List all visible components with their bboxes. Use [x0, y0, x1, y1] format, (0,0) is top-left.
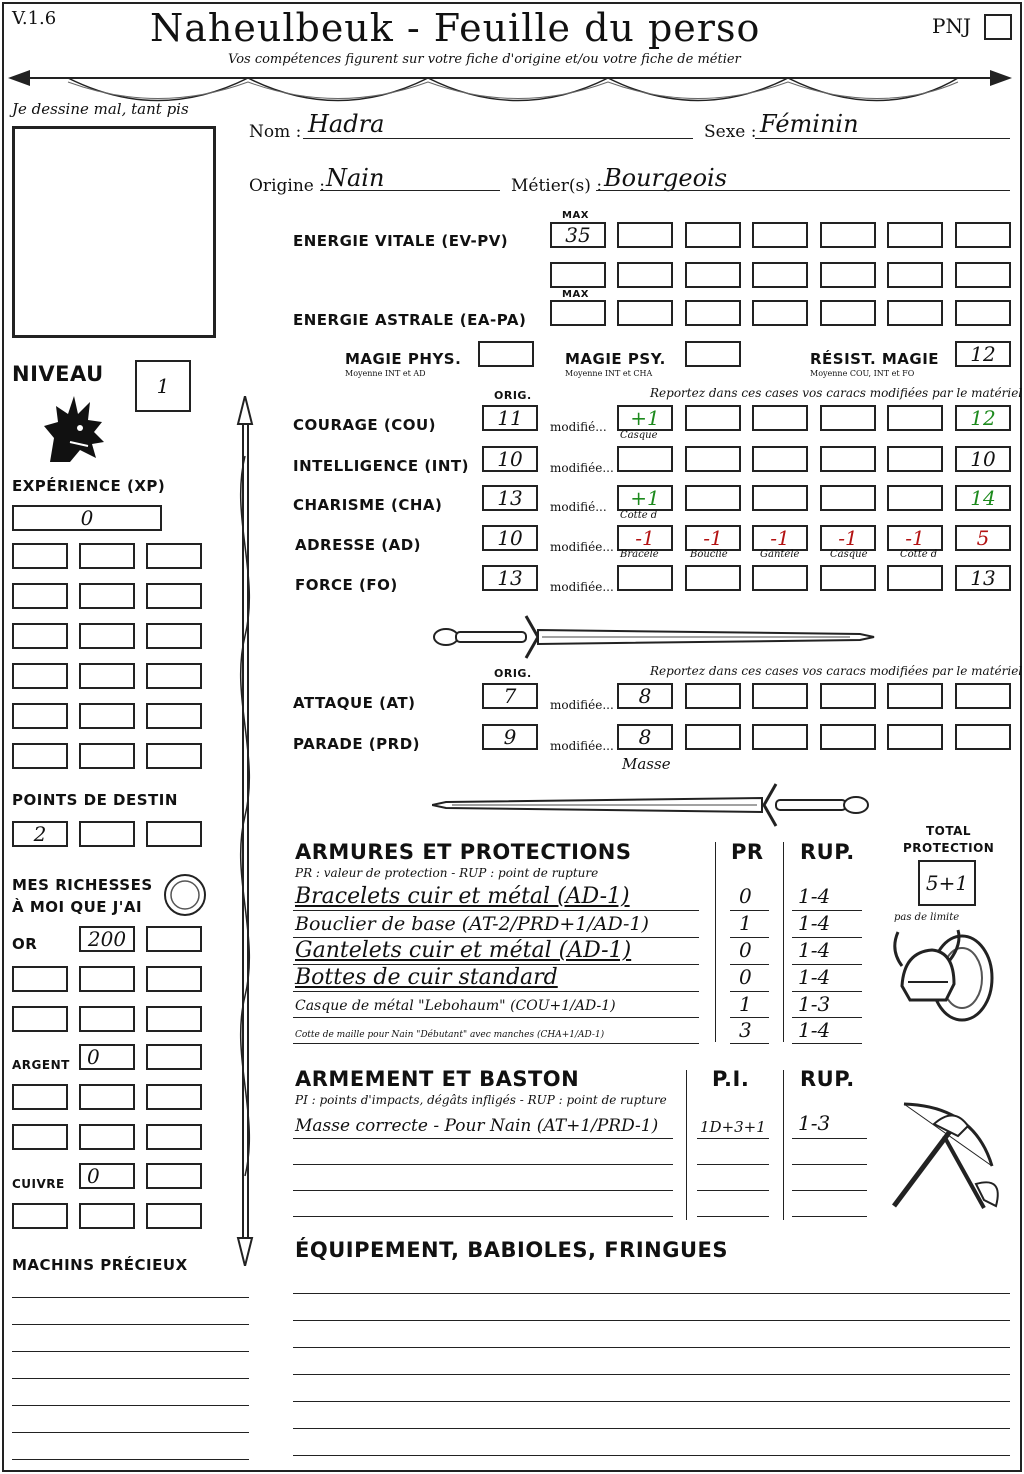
- resist-magie-label: RÉSIST. MAGIE: [810, 350, 940, 368]
- or-label: OR: [12, 935, 38, 953]
- xp-grid-box[interactable]: [146, 583, 202, 609]
- courage-mod-box[interactable]: +1: [617, 405, 673, 431]
- weapons-icon: [884, 1096, 1012, 1220]
- attaque-mod-box[interactable]: [955, 683, 1011, 709]
- courage-mod-box[interactable]: [685, 405, 741, 431]
- ev-box[interactable]: [550, 262, 606, 288]
- cuivre-box[interactable]: [12, 1203, 68, 1229]
- argent-box[interactable]: [146, 1124, 202, 1150]
- argent-box[interactable]: [146, 1044, 202, 1070]
- ev-box[interactable]: [887, 222, 943, 248]
- argent-box[interactable]: [146, 1084, 202, 1110]
- armures-note: PR : valeur de protection - RUP : point de rupture: [295, 866, 599, 880]
- adresse-mod-box[interactable]: -1: [887, 525, 943, 551]
- xp-grid-box[interactable]: [12, 743, 68, 769]
- ev-box[interactable]: [820, 222, 876, 248]
- armure-rup[interactable]: 1-4: [798, 1018, 831, 1042]
- ev-max-label: MAX: [562, 210, 589, 221]
- total-protection-box[interactable]: 5+1: [918, 860, 976, 906]
- helmet-shield-icon: [888, 926, 998, 1026]
- parade-mod-box[interactable]: [685, 724, 741, 750]
- intelligence-mod-box[interactable]: [887, 446, 943, 472]
- adresse-mod-note: Cotte d: [900, 549, 938, 560]
- ea-max-box[interactable]: [550, 300, 606, 326]
- intelligence-mod-box[interactable]: [617, 446, 673, 472]
- xp-grid-box[interactable]: [12, 663, 68, 689]
- parade-mod-box[interactable]: [887, 724, 943, 750]
- or-box[interactable]: [12, 1006, 68, 1032]
- armure-name[interactable]: Gantelets cuir et métal (AD-1): [295, 938, 632, 963]
- origine-value[interactable]: Nain: [326, 164, 385, 192]
- metier-label: Métier(s) :: [511, 176, 603, 196]
- attaque-label: ATTAQUE (AT): [293, 694, 416, 712]
- nom-value[interactable]: Hadra: [308, 110, 385, 138]
- ea-box[interactable]: [617, 300, 673, 326]
- pnj-label: PNJ: [932, 14, 971, 38]
- xp-grid-box[interactable]: [79, 623, 135, 649]
- xp-grid-box[interactable]: [79, 543, 135, 569]
- combat-note: Reportez dans ces cases vos caracs modifiées par le matériel: [650, 664, 1023, 678]
- parade-orig-box[interactable]: 9: [482, 724, 538, 750]
- attaque-mod-box[interactable]: [685, 683, 741, 709]
- argent-box[interactable]: [12, 1124, 68, 1150]
- ea-max-label: MAX: [562, 289, 589, 300]
- combat-orig-label: ORIG.: [494, 667, 532, 680]
- armure-pr[interactable]: 0: [739, 938, 752, 962]
- ev-box[interactable]: [685, 262, 741, 288]
- attaque-orig-box[interactable]: 7: [482, 683, 538, 709]
- destin-box[interactable]: [146, 821, 202, 847]
- magie-phys-note: Moyenne INT et AD: [345, 369, 426, 378]
- or-box[interactable]: 200: [79, 926, 135, 952]
- ev-box[interactable]: [685, 222, 741, 248]
- armure-rup[interactable]: 1-4: [798, 938, 831, 962]
- courage-mod-box[interactable]: [752, 405, 808, 431]
- parade-mod-box[interactable]: [752, 724, 808, 750]
- ea-box[interactable]: [820, 300, 876, 326]
- armement-pi-label: P.I.: [712, 1067, 750, 1091]
- courage-mod-note: Casque: [620, 430, 658, 441]
- armure-pr[interactable]: 0: [739, 884, 752, 908]
- cuivre-box[interactable]: [146, 1163, 202, 1189]
- total-label: TOTAL: [926, 824, 972, 838]
- xp-grid-box[interactable]: [12, 623, 68, 649]
- argent-label: ARGENT: [12, 1058, 70, 1072]
- richesses-label: MES RICHESSES: [12, 876, 153, 894]
- parade-mod-box[interactable]: [955, 724, 1011, 750]
- charisme-final-box[interactable]: 14: [955, 485, 1011, 511]
- ea-box[interactable]: [752, 300, 808, 326]
- equipement-title: ÉQUIPEMENT, BABIOLES, FRINGUES: [295, 1238, 728, 1262]
- magie-psy-box[interactable]: [685, 341, 741, 367]
- magie-psy-label: MAGIE PSY.: [565, 350, 666, 368]
- resist-magie-box[interactable]: 12: [955, 341, 1011, 367]
- attaque-mod-box[interactable]: [887, 683, 943, 709]
- destin-label: POINTS DE DESTIN: [12, 791, 178, 809]
- armure-rup[interactable]: 1-4: [798, 965, 831, 989]
- armure-rup[interactable]: 1-4: [798, 884, 831, 908]
- magie-phys-box[interactable]: [478, 341, 534, 367]
- total-protection-note: pas de limite: [894, 912, 960, 923]
- charisme-orig-box[interactable]: 13: [482, 485, 538, 511]
- armure-pr[interactable]: 1: [739, 992, 752, 1016]
- orig-label: ORIG.: [494, 389, 532, 402]
- argent-box[interactable]: 0: [79, 1044, 135, 1070]
- intelligence-final-box[interactable]: 10: [955, 446, 1011, 472]
- force-mod-box[interactable]: [887, 565, 943, 591]
- modifiee-label: modifiée...: [550, 739, 614, 753]
- argent-box[interactable]: [79, 1124, 135, 1150]
- niveau-box[interactable]: 1: [135, 360, 191, 412]
- destin-box[interactable]: 2: [12, 821, 68, 847]
- arme-name[interactable]: Masse correcte - Pour Nain (AT+1/PRD-1): [295, 1116, 659, 1136]
- sheet-title: Naheulbeuk - Feuille du perso: [150, 6, 761, 50]
- magie-psy-note: Moyenne INT et CHA: [565, 369, 653, 378]
- arme-rup[interactable]: 1-3: [798, 1111, 831, 1135]
- charisme-mod-box[interactable]: [752, 485, 808, 511]
- xp-grid-box[interactable]: [12, 583, 68, 609]
- adresse-mod-box[interactable]: -1: [617, 525, 673, 551]
- xp-grid-box[interactable]: [146, 743, 202, 769]
- xp-grid-box[interactable]: [79, 663, 135, 689]
- modifiee-label: modifiée...: [550, 580, 614, 594]
- modifie-label: modifié...: [550, 500, 607, 514]
- attaque-mod-box[interactable]: 8: [617, 683, 673, 709]
- intelligence-orig-box[interactable]: 10: [482, 446, 538, 472]
- cuivre-box[interactable]: [146, 1203, 202, 1229]
- nom-label: Nom :: [249, 122, 302, 142]
- or-box[interactable]: [146, 1006, 202, 1032]
- or-box[interactable]: [79, 966, 135, 992]
- adresse-mod-box[interactable]: -1: [820, 525, 876, 551]
- armure-pr[interactable]: 0: [739, 965, 752, 989]
- adresse-mod-note: Casque: [830, 549, 868, 560]
- attaque-mod-box[interactable]: [752, 683, 808, 709]
- adresse-mod-note: Bouclie: [690, 549, 728, 560]
- force-orig-box[interactable]: 13: [482, 565, 538, 591]
- force-mod-box[interactable]: [685, 565, 741, 591]
- intelligence-label: INTELLIGENCE (INT): [293, 457, 469, 475]
- charisme-mod-box[interactable]: +1: [617, 485, 673, 511]
- richesses-label-2: À MOI QUE J'AI: [12, 898, 143, 916]
- parade-mod-box[interactable]: 8: [617, 724, 673, 750]
- or-box[interactable]: [79, 1006, 135, 1032]
- protection-label: PROTECTION: [903, 841, 995, 855]
- ev-box[interactable]: [752, 262, 808, 288]
- metier-value[interactable]: Bourgeois: [604, 164, 728, 192]
- charisme-mod-box[interactable]: [820, 485, 876, 511]
- adresse-final-box[interactable]: 5: [955, 525, 1011, 551]
- armement-rup-label: RUP.: [800, 1067, 855, 1091]
- xp-grid-box[interactable]: [146, 543, 202, 569]
- or-box[interactable]: [146, 966, 202, 992]
- modifie-label: modifié...: [550, 420, 607, 434]
- argent-box[interactable]: [12, 1084, 68, 1110]
- attaque-mod-box[interactable]: [820, 683, 876, 709]
- machins-label: MACHINS PRÉCIEUX: [12, 1256, 188, 1274]
- modifiee-label: modifiée...: [550, 540, 614, 554]
- courage-final-box[interactable]: 12: [955, 405, 1011, 431]
- armure-rup[interactable]: 1-3: [798, 992, 831, 1016]
- argent-box[interactable]: [79, 1084, 135, 1110]
- ev-box[interactable]: [887, 262, 943, 288]
- xp-grid-box[interactable]: [12, 703, 68, 729]
- combat-mod-note: Masse: [622, 755, 671, 773]
- arme-pi[interactable]: 1D+3+1: [700, 1118, 766, 1136]
- armure-name[interactable]: Bottes de cuir standard: [295, 965, 558, 990]
- xp-grid-box[interactable]: [12, 543, 68, 569]
- armure-name[interactable]: Bouclier de base (AT-2/PRD+1/AD-1): [295, 913, 649, 935]
- magie-phys-label: MAGIE PHYS.: [345, 350, 462, 368]
- adresse-label: ADRESSE (AD): [295, 536, 422, 554]
- sword-ornament: [432, 780, 872, 830]
- ev-box[interactable]: [820, 262, 876, 288]
- ev-box[interactable]: [752, 222, 808, 248]
- charisme-mod-note: Cotte d: [620, 510, 658, 521]
- intelligence-mod-box[interactable]: [820, 446, 876, 472]
- intelligence-mod-box[interactable]: [752, 446, 808, 472]
- adresse-mod-note: Gantele: [760, 549, 800, 560]
- or-box[interactable]: [146, 926, 202, 952]
- modifiee-label: modifiée...: [550, 461, 614, 475]
- parade-mod-box[interactable]: [820, 724, 876, 750]
- niveau-label: NIVEAU: [12, 362, 104, 386]
- dragon-head-icon: [40, 392, 108, 464]
- adresse-orig-box[interactable]: 10: [482, 525, 538, 551]
- ea-label: ENERGIE ASTRALE (EA-PA): [293, 311, 527, 329]
- resist-magie-note: Moyenne COU, INT et FO: [810, 369, 915, 378]
- spear-ornament: [228, 396, 262, 1266]
- armure-pr[interactable]: 3: [739, 1018, 752, 1042]
- cuivre-box[interactable]: [79, 1203, 135, 1229]
- courage-label: COURAGE (COU): [293, 416, 437, 434]
- ea-box[interactable]: [685, 300, 741, 326]
- xp-box[interactable]: 0: [12, 505, 162, 531]
- charisme-mod-box[interactable]: [685, 485, 741, 511]
- or-box[interactable]: [12, 966, 68, 992]
- destin-box[interactable]: [79, 821, 135, 847]
- adresse-mod-note: Bracele: [620, 549, 659, 560]
- armure-pr[interactable]: 1: [739, 911, 752, 935]
- armures-title: ARMURES ET PROTECTIONS: [295, 840, 632, 864]
- armures-rup-label: RUP.: [800, 840, 855, 864]
- sexe-label: Sexe :: [704, 122, 757, 142]
- ev-box[interactable]: [955, 262, 1011, 288]
- armement-title: ARMEMENT ET BASTON: [295, 1067, 580, 1091]
- modifiee-label: modifiée...: [550, 698, 614, 712]
- version-label: V.1.6: [12, 8, 57, 29]
- armure-rup[interactable]: 1-4: [798, 911, 831, 935]
- armure-name[interactable]: Bracelets cuir et métal (AD-1): [295, 884, 630, 909]
- xp-grid-box[interactable]: [146, 703, 202, 729]
- adresse-mod-box[interactable]: -1: [752, 525, 808, 551]
- cuivre-label: CUIVRE: [12, 1177, 65, 1191]
- ev-box[interactable]: [617, 262, 673, 288]
- force-final-box[interactable]: 13: [955, 565, 1011, 591]
- coin-icon: [162, 872, 208, 918]
- caracs-note: Reportez dans ces cases vos caracs modifiées par le matériel: [650, 386, 1023, 400]
- sheet-subtitle: Vos compétences figurent sur votre fiche d'origine et/ou votre fiche de métier: [228, 52, 741, 67]
- cuivre-box[interactable]: 0: [79, 1163, 135, 1189]
- courage-mod-box[interactable]: [820, 405, 876, 431]
- ev-max-box[interactable]: 35: [550, 222, 606, 248]
- armures-pr-label: PR: [731, 840, 764, 864]
- adresse-mod-box[interactable]: -1: [685, 525, 741, 551]
- xp-label: EXPÉRIENCE (XP): [12, 477, 166, 495]
- force-label: FORCE (FO): [295, 576, 398, 594]
- armement-note: PI : points d'impacts, dégâts infligés - RUP : point de rupture: [295, 1093, 667, 1107]
- ea-box[interactable]: [887, 300, 943, 326]
- ea-box[interactable]: [955, 300, 1011, 326]
- ev-box[interactable]: [955, 222, 1011, 248]
- sword-ornament: [430, 612, 875, 662]
- parade-label: PARADE (PRD): [293, 735, 421, 753]
- portrait-box[interactable]: [12, 126, 216, 338]
- courage-mod-box[interactable]: [887, 405, 943, 431]
- ev-label: ENERGIE VITALE (EV-PV): [293, 232, 509, 250]
- sexe-value[interactable]: Féminin: [760, 110, 859, 138]
- charisme-label: CHARISME (CHA): [293, 496, 443, 514]
- portrait-caption: Je dessine mal, tant pis: [12, 100, 189, 118]
- armure-name[interactable]: Casque de métal "Lebohaum" (COU+1/AD-1): [295, 998, 616, 1014]
- force-mod-box[interactable]: [617, 565, 673, 591]
- force-mod-box[interactable]: [752, 565, 808, 591]
- origine-label: Origine :: [249, 176, 325, 196]
- xp-grid-box[interactable]: [146, 663, 202, 689]
- xp-grid-box[interactable]: [79, 743, 135, 769]
- courage-orig-box[interactable]: 11: [482, 405, 538, 431]
- force-mod-box[interactable]: [820, 565, 876, 591]
- xp-grid-box[interactable]: [79, 583, 135, 609]
- xp-grid-box[interactable]: [146, 623, 202, 649]
- armure-name[interactable]: Cotte de maille pour Nain "Débutant" avec manches (CHA+1/AD-1): [295, 1030, 605, 1040]
- ev-box[interactable]: [617, 222, 673, 248]
- intelligence-mod-box[interactable]: [685, 446, 741, 472]
- xp-grid-box[interactable]: [79, 703, 135, 729]
- charisme-mod-box[interactable]: [887, 485, 943, 511]
- pnj-checkbox[interactable]: [984, 14, 1012, 40]
